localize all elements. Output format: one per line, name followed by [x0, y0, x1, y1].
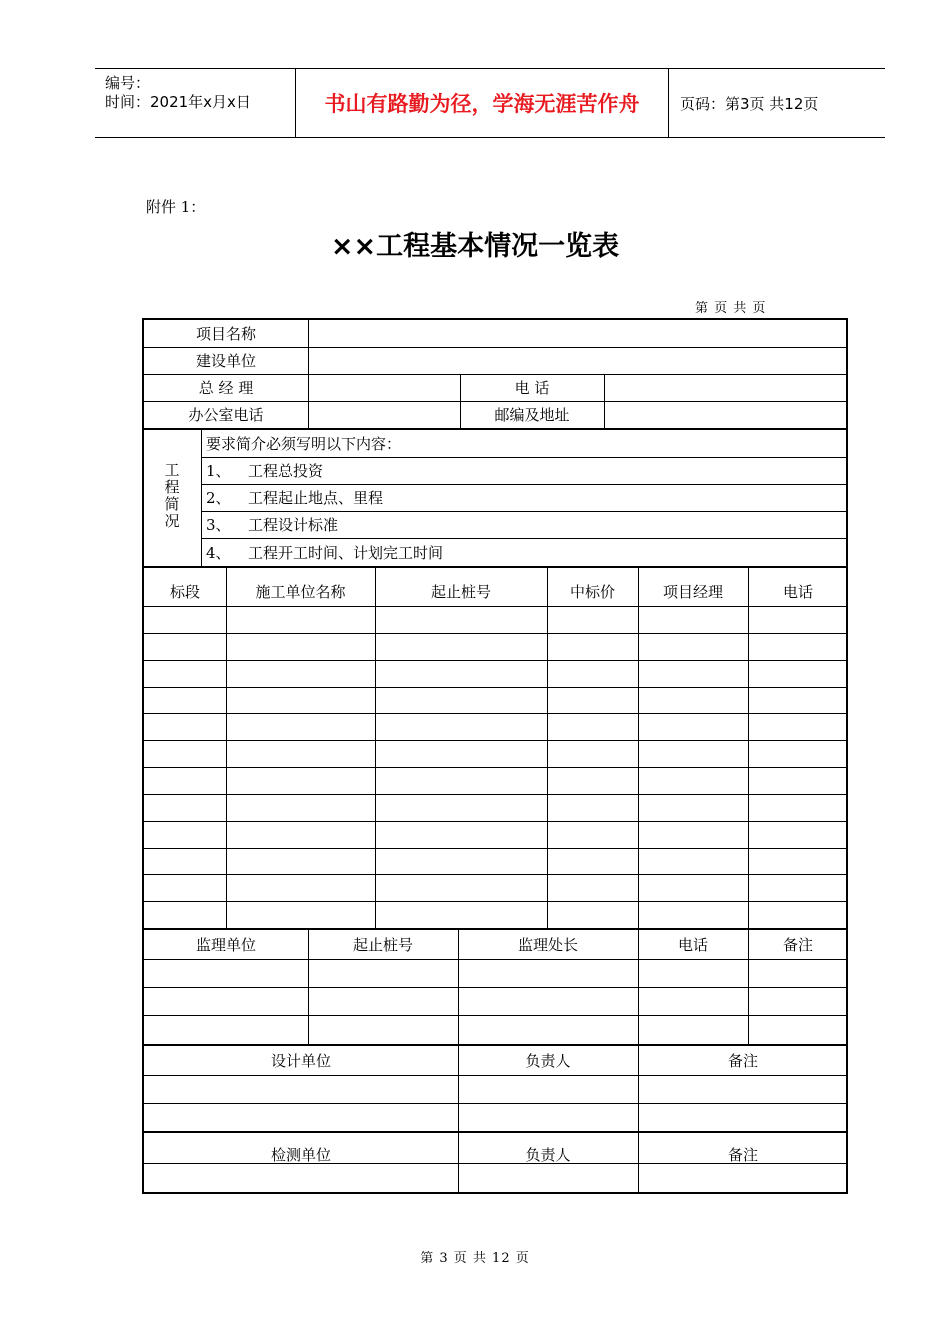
motto: 书山有路勤为径，学海无涯苦作舟	[324, 92, 640, 116]
contractor-table-cell[interactable]	[749, 741, 848, 767]
contractor-table-cell[interactable]	[145, 714, 226, 740]
overview-requirement: 要求简介必须写明以下内容：	[206, 435, 402, 453]
contractor-table-cell[interactable]	[145, 741, 226, 767]
row-line	[144, 928, 848, 930]
testing-col-header: 检测单位	[270, 1145, 331, 1164]
design-table-cell[interactable]	[459, 1076, 638, 1103]
attachment-label: 附件 1：	[146, 198, 206, 216]
supervision-table-cell[interactable]	[459, 988, 638, 1015]
contractor-table-cell[interactable]	[376, 795, 547, 821]
contractor-table-cell[interactable]	[639, 714, 748, 740]
contractor-table-cell[interactable]	[376, 634, 547, 660]
overview-side-label: 工程简况	[164, 461, 180, 530]
project-name-field[interactable]	[309, 320, 848, 347]
contractor-table-cell[interactable]	[548, 849, 638, 874]
supervision-table-cell[interactable]	[459, 960, 638, 987]
contractor-table-cell[interactable]	[376, 741, 547, 767]
contractor-table-cell[interactable]	[548, 607, 638, 633]
contractor-table-cell[interactable]	[145, 902, 226, 928]
contractor-table-cell[interactable]	[548, 768, 638, 794]
phone-label: 电 话	[514, 379, 550, 397]
contractor-table-cell[interactable]	[145, 875, 226, 901]
contractor-table-cell[interactable]	[548, 714, 638, 740]
contractor-table-cell[interactable]	[376, 902, 547, 928]
supervision-col-header: 电话	[677, 936, 708, 954]
contractor-table-cell[interactable]	[145, 768, 226, 794]
contractor-table-cell[interactable]	[749, 607, 848, 633]
contractor-table-cell[interactable]	[548, 822, 638, 848]
row-line	[144, 1131, 848, 1133]
contractor-table-cell[interactable]	[548, 634, 638, 660]
contractor-table-cell[interactable]	[639, 741, 748, 767]
office-phone-field[interactable]	[309, 401, 460, 428]
design-col-header: 设计单位	[270, 1052, 331, 1070]
supervision-table-cell[interactable]	[749, 988, 848, 1015]
contractor-table-cell[interactable]	[227, 714, 375, 740]
design-col-header: 备注	[727, 1052, 758, 1070]
row-line	[144, 1044, 848, 1046]
contractor-table-cell[interactable]	[749, 768, 848, 794]
contractor-table-cell[interactable]	[376, 768, 547, 794]
contractor-table-cell[interactable]	[227, 688, 375, 713]
contractor-table-cell[interactable]	[227, 741, 375, 767]
supervision-col-header: 起止桩号	[352, 936, 413, 954]
design-col-header: 负责人	[525, 1052, 571, 1070]
overview-item: 2、 工程起止地点、里程	[206, 489, 384, 507]
document-title: ××工程基本情况一览表	[330, 231, 620, 262]
testing-table-cell[interactable]	[459, 1164, 638, 1194]
contractor-col-header: 施工单位名称	[255, 582, 346, 601]
supervision-table-cell[interactable]	[309, 988, 458, 1015]
builder-label: 建设单位	[195, 352, 256, 370]
project-name-label: 项目名称	[195, 325, 256, 343]
supervision-table-cell[interactable]	[639, 988, 748, 1015]
testing-table-cell[interactable]	[639, 1164, 848, 1194]
supervision-table-cell[interactable]	[639, 1016, 748, 1044]
contractor-table-cell[interactable]	[376, 875, 547, 901]
supervision-table-cell[interactable]	[749, 1016, 848, 1044]
phone-field[interactable]	[605, 374, 848, 401]
contractor-table-cell[interactable]	[145, 607, 226, 633]
office-phone-label: 办公室电话	[188, 406, 264, 424]
contractor-table-cell[interactable]	[227, 795, 375, 821]
contractor-table-cell[interactable]	[639, 634, 748, 660]
contractor-table-cell[interactable]	[639, 607, 748, 633]
contractor-table-cell[interactable]	[639, 849, 748, 874]
overview-item: 1、 工程总投资	[206, 462, 324, 480]
time-label: 时间：2021年x月x日	[105, 93, 251, 111]
contractor-table-cell[interactable]	[548, 688, 638, 713]
contractor-col-header: 中标价	[569, 582, 615, 601]
contractor-table-cell[interactable]	[548, 741, 638, 767]
page-info: 页码：第3页 共12页	[680, 95, 819, 113]
supervision-col-header: 监理处长	[517, 936, 578, 954]
contractor-table-cell[interactable]	[749, 875, 848, 901]
supervision-table-cell[interactable]	[145, 1016, 308, 1044]
overview-item: 3、 工程设计标准	[206, 516, 339, 534]
design-table-cell[interactable]	[639, 1104, 848, 1131]
testing-col-header: 负责人	[525, 1145, 571, 1164]
supervision-table-cell[interactable]	[309, 960, 458, 987]
contractor-table-cell[interactable]	[749, 661, 848, 687]
contractor-table-cell[interactable]	[548, 902, 638, 928]
contractor-table-cell[interactable]	[145, 688, 226, 713]
header-divider	[295, 69, 296, 137]
supervision-table-cell[interactable]	[749, 960, 848, 987]
contractor-col-header: 起止桩号	[430, 582, 491, 601]
supervision-table-cell[interactable]	[639, 960, 748, 987]
design-table-cell[interactable]	[145, 1076, 458, 1103]
supervision-col-header: 监理单位	[195, 936, 256, 954]
contractor-table-cell[interactable]	[749, 795, 848, 821]
contractor-table-cell[interactable]	[376, 661, 547, 687]
design-table-cell[interactable]	[459, 1104, 638, 1131]
contractor-table-cell[interactable]	[227, 875, 375, 901]
contractor-table-cell[interactable]	[749, 714, 848, 740]
contractor-table-cell[interactable]	[227, 902, 375, 928]
page-counter: 第 页 共 页	[695, 301, 767, 316]
contractor-col-header: 电话	[782, 582, 813, 601]
contractor-table-cell[interactable]	[376, 714, 547, 740]
testing-col-header: 备注	[727, 1145, 758, 1164]
contractor-table-cell[interactable]	[639, 875, 748, 901]
design-table-cell[interactable]	[145, 1104, 458, 1131]
supervision-table-cell[interactable]	[145, 960, 308, 987]
design-table-cell[interactable]	[639, 1076, 848, 1103]
contractor-table-cell[interactable]	[639, 822, 748, 848]
contractor-table-cell[interactable]	[749, 902, 848, 928]
contractor-table-cell[interactable]	[227, 849, 375, 874]
contractor-col-header: 标段	[169, 582, 200, 601]
supervision-table-cell[interactable]	[309, 1016, 458, 1044]
contractor-table-cell[interactable]	[227, 661, 375, 687]
general-manager-label: 总 经 理	[198, 379, 254, 397]
contractor-table-cell[interactable]	[227, 822, 375, 848]
contractor-table-cell[interactable]	[227, 607, 375, 633]
contractor-table-cell[interactable]	[376, 849, 547, 874]
contractor-table-cell[interactable]	[749, 849, 848, 874]
contractor-table-cell[interactable]	[749, 822, 848, 848]
document-header	[95, 68, 885, 138]
postcode-address-field[interactable]	[605, 401, 848, 428]
contractor-table-cell[interactable]	[749, 634, 848, 660]
supervision-table-cell[interactable]	[145, 988, 308, 1015]
contractor-col-header: 项目经理	[662, 582, 723, 601]
contractor-table-cell[interactable]	[639, 768, 748, 794]
contractor-table-cell[interactable]	[639, 661, 748, 687]
contractor-table-cell[interactable]	[639, 795, 748, 821]
contractor-table-cell[interactable]	[145, 795, 226, 821]
contractor-table-cell[interactable]	[145, 849, 226, 874]
postcode-address-label: 邮编及地址	[494, 406, 570, 424]
contractor-table-cell[interactable]	[639, 688, 748, 713]
contractor-table-cell[interactable]	[548, 661, 638, 687]
contractor-table-cell[interactable]	[548, 875, 638, 901]
overview-item: 4、 工程开工时间、计划完工时间	[206, 543, 444, 562]
serial-label: 编号：	[105, 74, 151, 92]
supervision-table-cell[interactable]	[459, 1016, 638, 1044]
contractor-table-cell[interactable]	[145, 822, 226, 848]
contractor-table-cell[interactable]	[749, 688, 848, 713]
testing-table-cell[interactable]	[145, 1164, 458, 1194]
contractor-table-cell[interactable]	[639, 902, 748, 928]
info-form	[142, 318, 848, 1194]
page-footer: 第 3 页 共 12 页	[420, 1251, 530, 1266]
contractor-table-cell[interactable]	[145, 634, 226, 660]
contractor-table-cell[interactable]	[548, 795, 638, 821]
contractor-table-cell[interactable]	[376, 607, 547, 633]
contractor-table-cell[interactable]	[376, 688, 547, 713]
contractor-table-cell[interactable]	[227, 768, 375, 794]
general-manager-field[interactable]	[309, 374, 460, 401]
header-divider	[668, 69, 669, 137]
contractor-table-cell[interactable]	[227, 634, 375, 660]
contractor-table-cell[interactable]	[145, 661, 226, 687]
contractor-table-cell[interactable]	[376, 822, 547, 848]
builder-field[interactable]	[309, 347, 848, 374]
supervision-col-header: 备注	[782, 936, 813, 954]
